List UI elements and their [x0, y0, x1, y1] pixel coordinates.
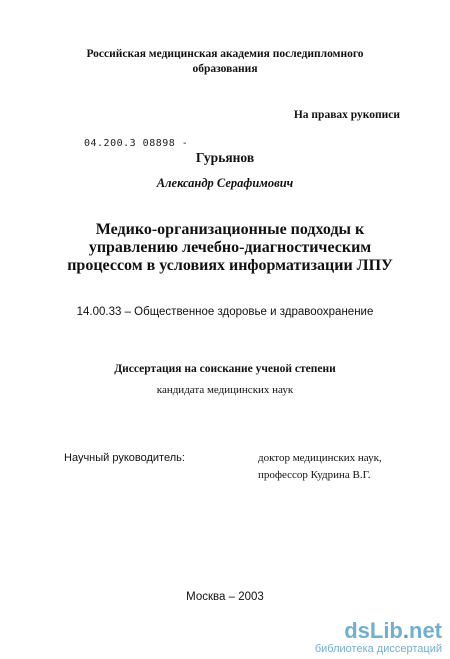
dissertation-type: Диссертация на соискание ученой степени: [114, 363, 336, 375]
place-and-year: Москва – 2003: [186, 591, 264, 603]
manuscript-rights-label: На правах рукописи: [293, 109, 400, 121]
title-line-3: процессом в условиях информатизации ЛПУ: [67, 257, 393, 274]
dslib-watermark: [315, 619, 442, 655]
institution-name: [60, 47, 390, 77]
logo-tld: net: [409, 618, 442, 643]
degree-sought: кандидата медицинских наук: [156, 384, 294, 396]
supervisor-name: профессор Кудрина В.Г.: [258, 469, 371, 481]
watermark-subtitle: библиотека диссертаций: [314, 643, 442, 655]
author-given-names: Александр Серафимович: [156, 176, 294, 190]
institution-line-2: образования: [192, 63, 258, 75]
institution-line-1: Российская медицинская академия последипломного: [86, 48, 364, 60]
logo-dot: .: [402, 618, 409, 643]
title-line-1: Медико-организационные подходы к: [95, 221, 365, 238]
supervisor-label: Научный руководитель:: [64, 452, 185, 464]
dissertation-title: [60, 221, 400, 275]
archive-stamp-number: 04.200.3 08898 -: [84, 138, 189, 149]
dslib-logo: [315, 619, 442, 643]
author-surname: Гурьянов: [195, 150, 255, 165]
specialty-code: 14.00.33 – Общественное здоровье и здравоохранение: [76, 306, 374, 318]
title-line-2: управлению лечебно-диагностическим: [88, 239, 372, 256]
supervisor-degree: доктор медицинских наук,: [258, 452, 382, 464]
logo-main: dsLib: [344, 618, 403, 643]
